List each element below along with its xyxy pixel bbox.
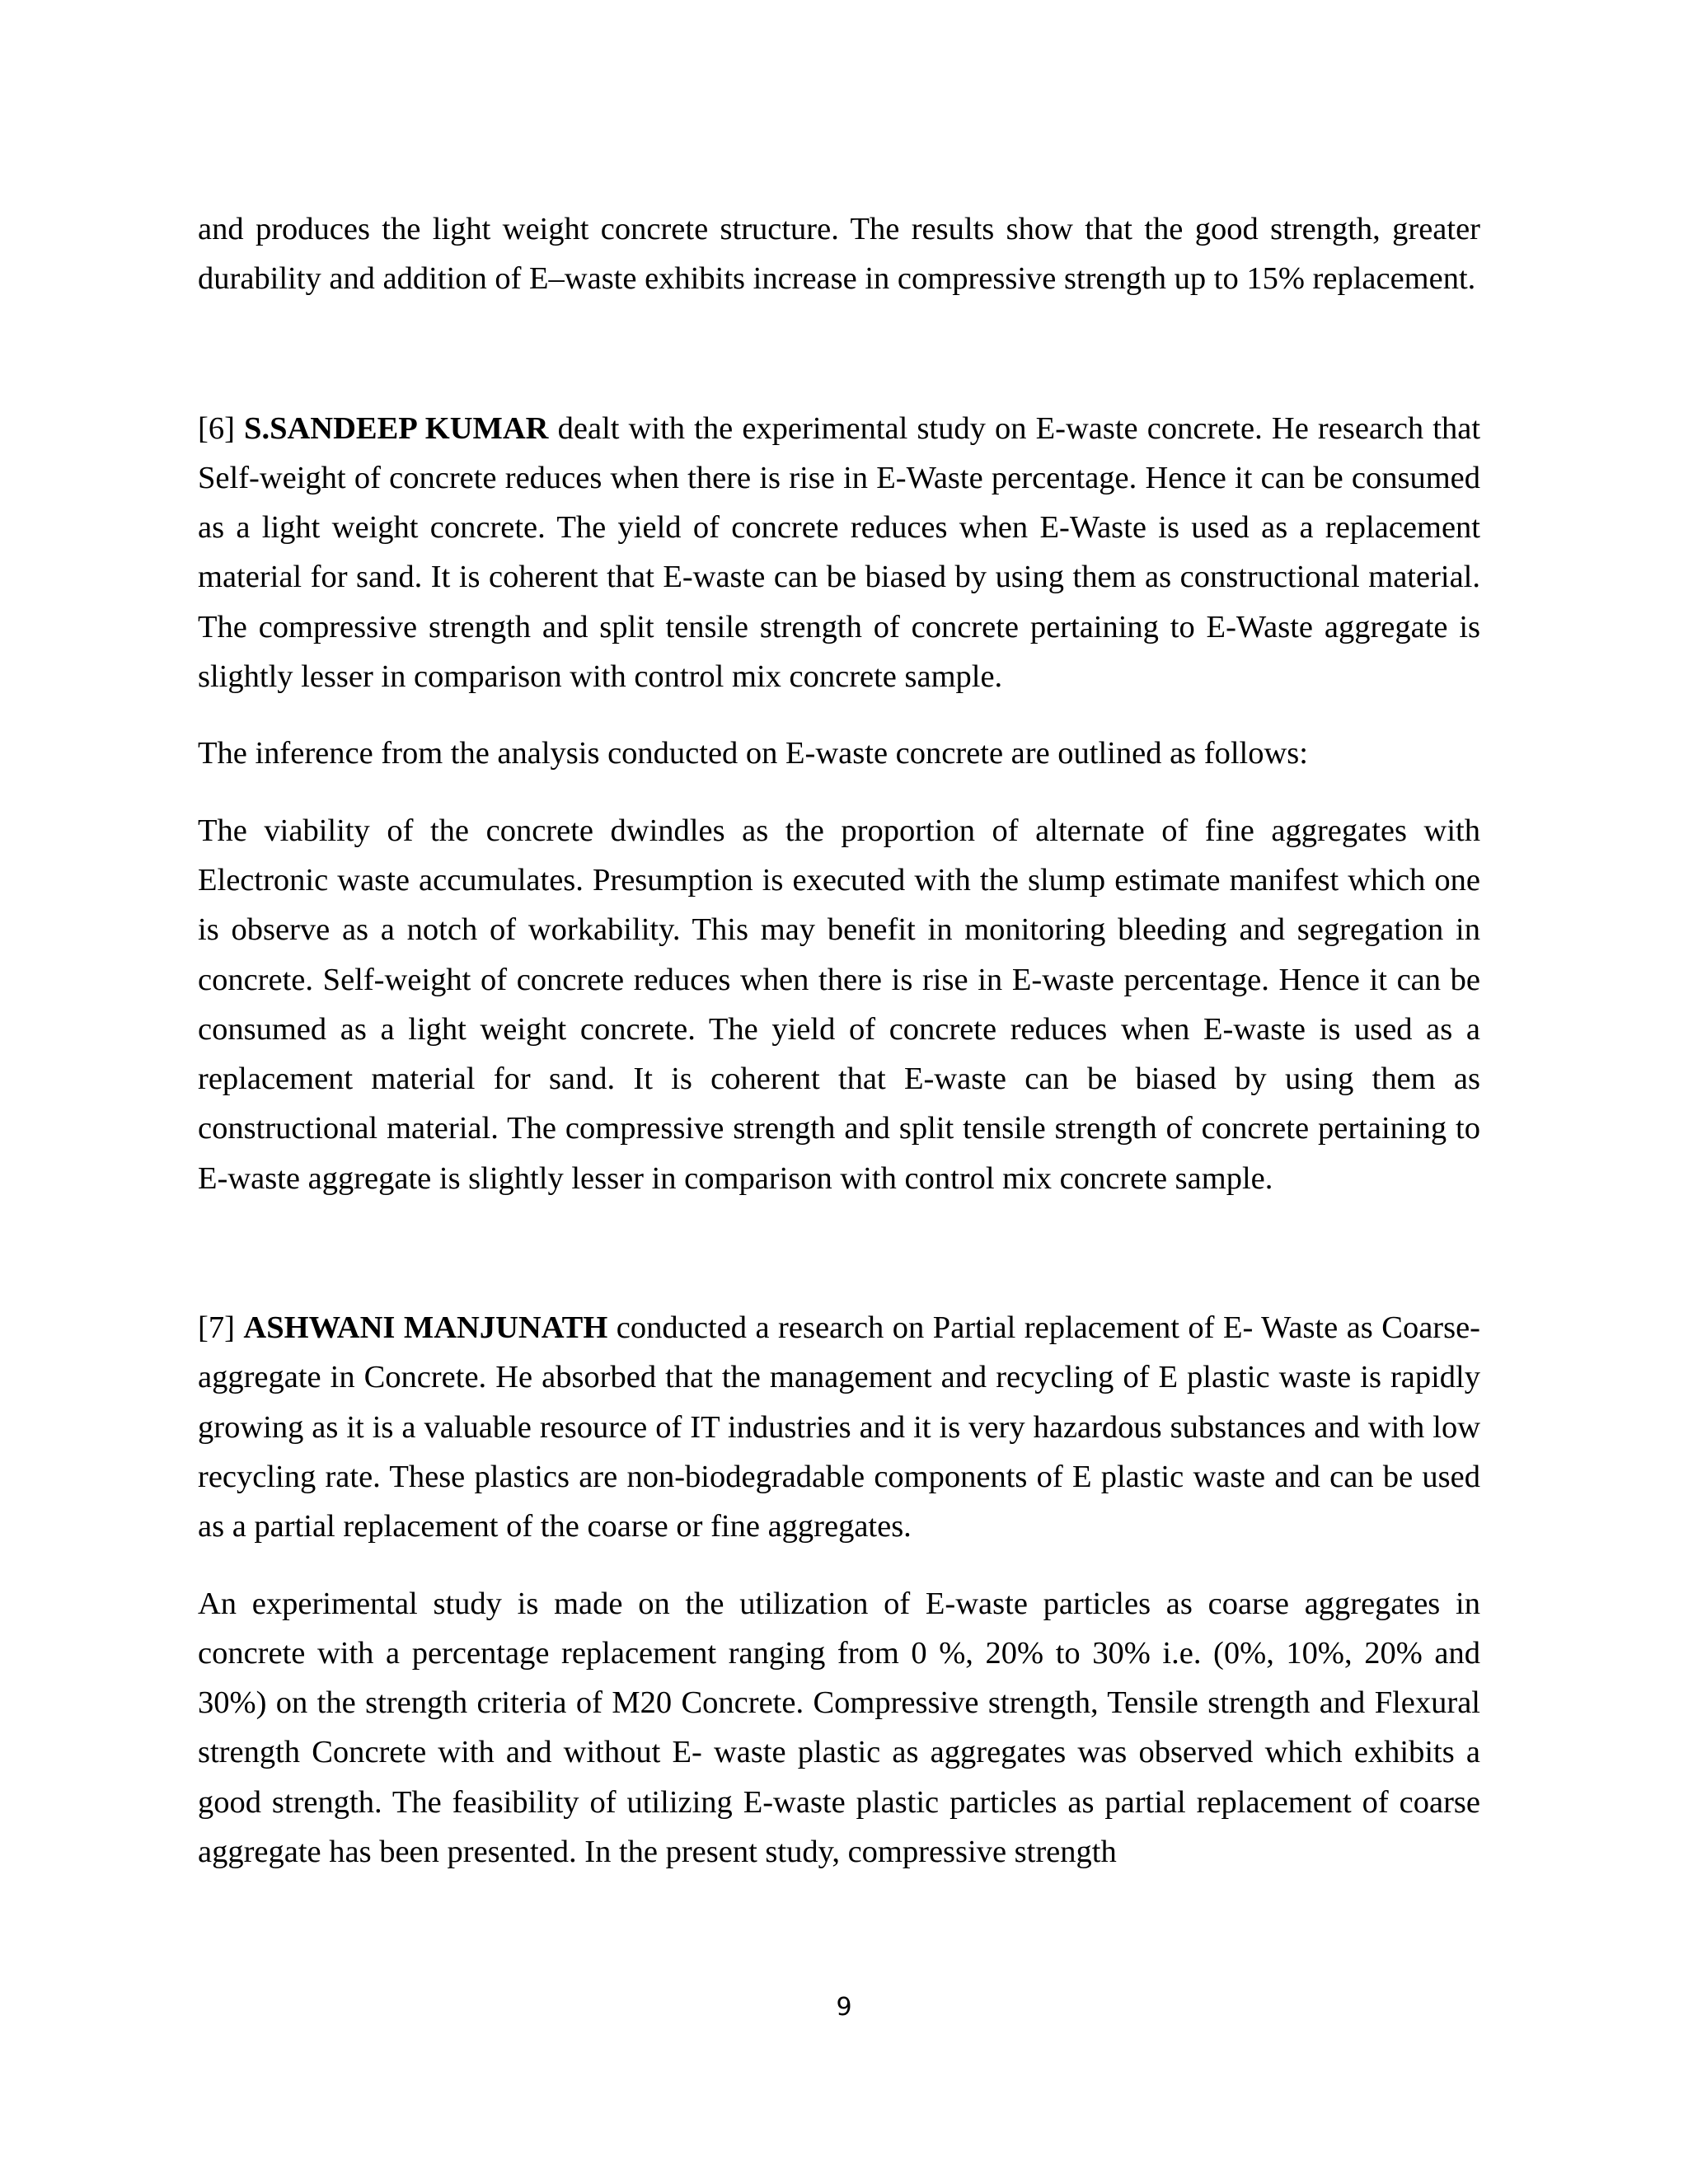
reference-number: [6]	[198, 410, 235, 446]
paragraph-sandeep-kumar	[198, 404, 1480, 702]
page-number: 9	[836, 1993, 852, 2022]
paragraph-continuation: and produces the light weight concrete structure. The results show that the good strength, greater durability and addition of E–waste exhibits increase in compressive strength up to 15% replacement.	[198, 212, 1480, 297]
paragraph-experimental-study: An experimental study is made on the utilization of E-waste particles as coarse aggregates in concrete with a percentage replacement ranging from 0 %, 20% to 30% i.e. (0%, 10%, 20% and 30%) on the strength criteria of M20 Concrete. Compressive strength, Tensile strength and Flexural strength Concrete with and without E- waste plastic as aggregates was observed which exhibits a good strength. The feasibility of utilizing E-waste plastic particles as partial replacement of coarse aggregate has been presented. In the present study, compressive strength	[198, 1586, 1480, 1870]
page-body	[198, 204, 1480, 1877]
paragraph-ashwani-manjunath	[198, 1303, 1480, 1551]
author-name: S.SANDEEP KUMAR	[244, 410, 549, 446]
paragraph-text: conducted a research on Partial replacement of E- Waste as Coarse-aggregate in Concrete. He absorbed that the management and recycling of E plastic waste is rapidly growing as it is a valuable resource of IT industries and it is very hazardous substances and with low recycling rate. These plastics are non-biodegradable components of E plastic waste and can be used as a partial replacement of the coarse or fine aggregates.	[198, 1310, 1481, 1544]
paragraph-inference-intro: The inference from the analysis conducted on E-waste concrete are outlined as follows:	[198, 736, 1308, 771]
paragraph-inference: The viability of the concrete dwindles as the proportion of alternate of fine aggregates with Electronic waste accumulates. Presumption is executed with the slump estimate manifest which one is observe as a notch of workability. This may benefit in monitoring bleeding and segregation in concrete. Self-weight of concrete reduces when there is rise in E-waste percentage. Hence it can be consumed as a light weight concrete. The yield of concrete reduces when E-waste is used as a replacement material for sand. It is coherent that E-waste can be biased by using them as constructional material. The compressive strength and split tensile strength of concrete pertaining to E-waste aggregate is slightly lesser in comparison with control mix concrete sample.	[198, 813, 1480, 1196]
reference-number: [7]	[198, 1310, 235, 1346]
paragraph-text: dealt with the experimental study on E-waste concrete. He research that Self-weight of concrete reduces when there is rise in E-Waste percentage. Hence it can be consumed as a light weight concrete. The yield of concrete reduces when E-Waste is used as a replacement material for sand. It is coherent that E-waste can be biased by using them as constructional material. The compressive strength and split tensile strength of concrete pertaining to E-Waste aggregate is slightly lesser in comparison with control mix concrete sample.	[198, 410, 1481, 695]
author-name: ASHWANI MANJUNATH	[243, 1310, 608, 1346]
